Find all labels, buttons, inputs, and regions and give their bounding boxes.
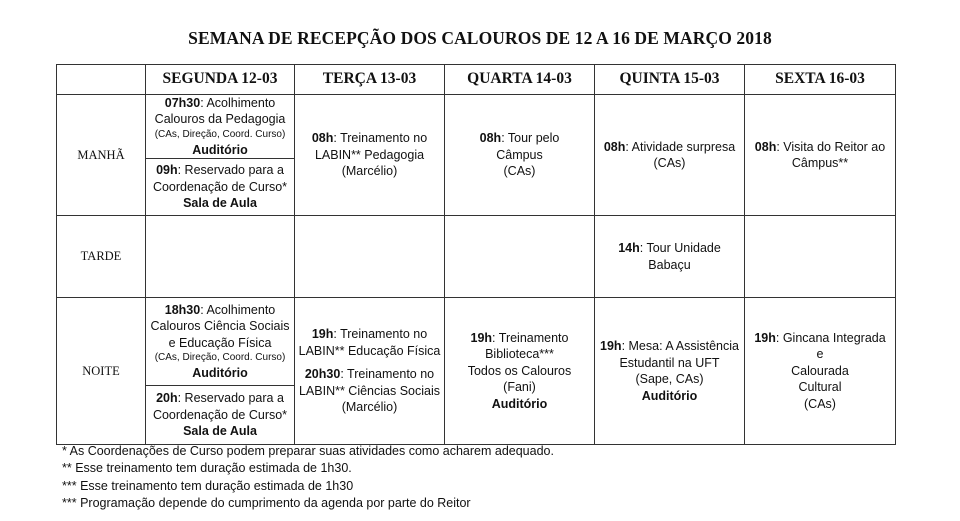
period-label-tarde: TARDE <box>57 216 146 298</box>
event-desc: Calouros Ciência Sociais <box>150 319 290 333</box>
event-noite-segunda-1 <box>146 298 294 386</box>
cell-tarde-segunda <box>146 216 295 298</box>
event-manha-segunda-1 <box>146 95 294 159</box>
event-desc: : Acolhimento <box>200 302 276 317</box>
event-desc: Estudantil na UFT <box>619 355 720 370</box>
event-desc: Coordenação de Curso* <box>152 179 288 194</box>
event-place: Sala de Aula <box>183 196 257 211</box>
footnote: *** Programação depende do cumprimento da agenda por parte do Reitor <box>62 495 471 510</box>
cell-manha-segunda <box>146 95 295 216</box>
period-label-manha: MANHÃ <box>57 95 146 216</box>
event-time: 18h30 <box>164 302 201 317</box>
event-time: 19h <box>311 327 334 342</box>
period-row-tarde <box>57 216 896 298</box>
event-desc: (CAs) <box>653 156 686 170</box>
event-desc: : Reservado para a <box>177 391 284 406</box>
event-desc: Câmpus <box>496 147 543 162</box>
event-desc: (CAs) <box>503 164 536 179</box>
event-desc: Coordenação de Curso* <box>152 407 288 422</box>
cell-manha-quarta <box>445 95 595 216</box>
period-row-noite <box>57 298 896 445</box>
period-label-noite: NOITE <box>57 298 146 445</box>
event-time: 08h <box>479 131 502 146</box>
event-time: 14h <box>618 241 640 255</box>
event-desc: (Sape, CAs) <box>635 372 704 386</box>
event-place: Auditório <box>192 142 248 157</box>
event-desc: Todos os Calouros <box>467 363 572 378</box>
spacer <box>298 359 441 366</box>
event-desc: Biblioteca*** <box>485 347 554 362</box>
day-header-segunda: SEGUNDA 12-03 <box>146 65 295 95</box>
event-manha-segunda-2 <box>146 159 294 215</box>
event-desc: : Treinamento no <box>333 327 428 342</box>
footnote: *** Esse treinamento tem duração estimada de 1h30 <box>62 478 354 493</box>
event-time: 20h30 <box>304 367 341 382</box>
event-desc: (Marcélio) <box>341 400 398 415</box>
event-desc: : Tour pelo <box>501 131 560 146</box>
event-desc: LABIN** Pedagogia <box>314 147 425 162</box>
event-desc: Calouros da Pedagogia <box>154 112 286 127</box>
cell-noite-quarta <box>445 298 595 445</box>
event-desc: : Gincana Integrada <box>775 330 886 345</box>
page-title: SEMANA DE RECEPÇÃO DOS CALOUROS DE 12 A 16 DE MARÇO 2018 <box>188 28 772 48</box>
event-desc: : Treinamento no <box>340 367 435 382</box>
event-time: 19h <box>470 330 493 345</box>
event-desc: Calourada <box>791 363 849 378</box>
event-time: 09h <box>156 163 178 178</box>
event-time: 19h <box>754 330 776 345</box>
event-desc: Câmpus** <box>791 156 849 170</box>
cell-noite-quinta <box>595 298 745 445</box>
event-desc: : Treinamento <box>492 330 569 345</box>
event-time: 08h <box>311 131 334 146</box>
event-desc: e Educação Física <box>168 335 272 350</box>
event-time: 20h <box>156 391 178 406</box>
event-desc: e <box>816 347 824 362</box>
event-desc: LABIN** Ciências Sociais <box>298 383 441 398</box>
footnote: ** Esse treinamento tem duração estimada de 1h30. <box>62 461 352 476</box>
event-desc: : Atividade surpresa <box>625 139 736 154</box>
event-time: 19h <box>600 339 622 353</box>
event-noite-segunda-2 <box>146 386 294 444</box>
event-participants: (CAs, Direção, Coord. Curso) <box>154 128 286 140</box>
event-place: Auditório <box>641 388 698 403</box>
cell-tarde-quarta <box>445 216 595 298</box>
cell-tarde-sexta <box>745 216 896 298</box>
schedule-table <box>56 64 896 445</box>
header-corner <box>57 65 146 95</box>
event-place: Auditório <box>491 396 548 411</box>
event-desc: Cultural <box>798 380 842 395</box>
day-header-sexta: SEXTA 16-03 <box>745 65 896 95</box>
cell-noite-sexta <box>745 298 896 445</box>
event-desc: : Tour Unidade <box>639 241 721 255</box>
event-time: 08h <box>754 139 777 154</box>
event-desc: Babaçu <box>648 257 691 272</box>
event-time: 08h <box>603 139 626 154</box>
event-desc: : Acolhimento <box>200 95 276 110</box>
cell-manha-quinta <box>595 95 745 216</box>
cell-noite-terca <box>295 298 445 445</box>
event-desc: : Reservado para a <box>177 163 284 178</box>
day-header-quinta: QUINTA 15-03 <box>595 65 745 95</box>
cell-manha-sexta <box>745 95 896 216</box>
cell-manha-terca <box>295 95 445 216</box>
event-desc: : Mesa: A Assistência <box>621 339 739 353</box>
footnote: * As Coordenações de Curso podem preparar suas atividades como acharem adequado. <box>62 444 554 458</box>
event-participants: (CAs, Direção, Coord. Curso) <box>154 352 286 363</box>
period-row-manha <box>57 95 896 216</box>
cell-noite-segunda <box>146 298 295 445</box>
event-time: 07h30 <box>164 95 201 110</box>
cell-tarde-quinta <box>595 216 745 298</box>
header-row <box>57 65 896 95</box>
event-desc: (CAs) <box>804 396 836 411</box>
event-desc: : Treinamento no <box>333 131 428 146</box>
event-place: Auditório <box>192 366 248 380</box>
event-desc: (Fani) <box>503 380 536 395</box>
footnotes <box>62 443 554 512</box>
event-desc: : Visita do Reitor ao <box>776 139 886 154</box>
event-place: Sala de Aula <box>183 424 257 439</box>
event-desc: (Marcélio) <box>341 164 398 179</box>
day-header-terca: TERÇA 13-03 <box>295 65 445 95</box>
event-desc: LABIN** Educação Física <box>298 343 441 358</box>
day-header-quarta: QUARTA 14-03 <box>445 65 595 95</box>
cell-tarde-terca <box>295 216 445 298</box>
